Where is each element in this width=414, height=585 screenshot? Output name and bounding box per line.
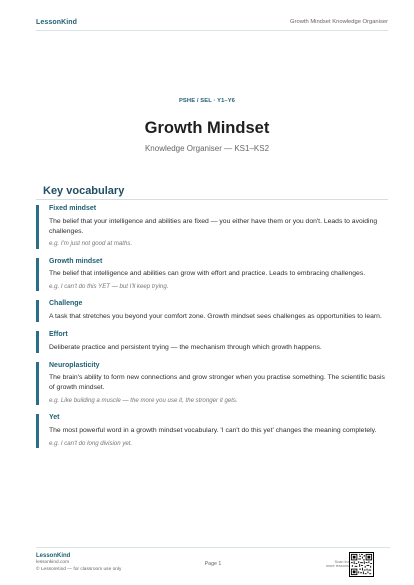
subject-label: PSHE / SEL · Y1–Y6 <box>178 98 236 104</box>
term-example: e.g. Like building a muscle — the more you use it, the stronger it gets. <box>49 397 238 405</box>
page-footer <box>36 547 390 577</box>
page-title: Growth Mindset <box>144 118 270 137</box>
term-name: Challenge <box>49 300 83 308</box>
term-name: Fixed mindset <box>49 205 97 212</box>
footer-divider <box>36 547 390 548</box>
term-definition: Deliberate practice and persistent trying — the mechanism through which growth happens. <box>49 343 322 351</box>
hero-section <box>0 98 414 154</box>
key-vocabulary-heading: Key vocabulary <box>43 185 125 197</box>
page-subtitle: Knowledge Organiser — KS1–KS2 <box>144 144 270 154</box>
term-definition: The brain's ability to form new connections and grow stronger when you practise something. The scientific basis of growth mindset. <box>49 374 385 392</box>
term-example: e.g. I can't do long division yet. <box>49 439 133 447</box>
header-brand: LessonKind <box>36 18 78 26</box>
term-name: Yet <box>49 414 60 422</box>
term-definition: The belief that intelligence and abilities can grow with effort and practice. Leads to embracing challenges. <box>49 270 366 278</box>
qr-caption <box>319 560 349 569</box>
qr-code-icon <box>349 552 374 577</box>
footer-copyright: © LessonKind — for classroom use only <box>36 566 122 572</box>
term-name: Neuroplasticity <box>49 361 100 369</box>
term-definition: A task that stretches you beyond your comfort zone. Growth mindset sees challenges as opportunities to learn. <box>49 313 382 321</box>
term-name: Growth mindset <box>49 257 103 265</box>
qr-caption-line-1: Scan for <box>334 559 349 564</box>
vocabulary-item-yet <box>36 414 386 448</box>
header-document-title: Growth Mindset Knowledge Organiser <box>290 19 388 25</box>
vocabulary-item-challenge <box>36 300 386 322</box>
vocabulary-list <box>36 205 386 457</box>
footer-website: lessonkind.com <box>36 560 70 566</box>
term-name: Effort <box>49 331 68 339</box>
page-number: Page 1 <box>204 561 222 567</box>
footer-publisher-info <box>36 553 186 573</box>
vocabulary-item-effort <box>36 331 386 353</box>
term-example: e.g. I'm just not good at maths. <box>49 240 133 248</box>
term-definition: The belief that your intelligence and abilities are fixed — you either have them or you don't. Leads to avoiding challenges. <box>49 217 378 235</box>
footer-brand: LessonKind <box>36 553 71 559</box>
qr-caption-line-2: more lessons <box>325 563 349 569</box>
qr-code-graphic <box>350 553 373 576</box>
vocabulary-item-fixed-mindset <box>36 205 386 249</box>
vocabulary-item-growth-mindset <box>36 258 386 292</box>
term-definition: The most powerful word in a growth mindset vocabulary. 'I can't do this yet' changes the meaning completely. <box>49 427 377 435</box>
vocabulary-item-neuroplasticity <box>36 362 386 406</box>
page-header <box>36 16 388 28</box>
term-example: e.g. I can't do this YET — but I'll keep trying. <box>49 283 169 291</box>
section-divider <box>36 199 388 200</box>
header-divider <box>36 30 388 31</box>
